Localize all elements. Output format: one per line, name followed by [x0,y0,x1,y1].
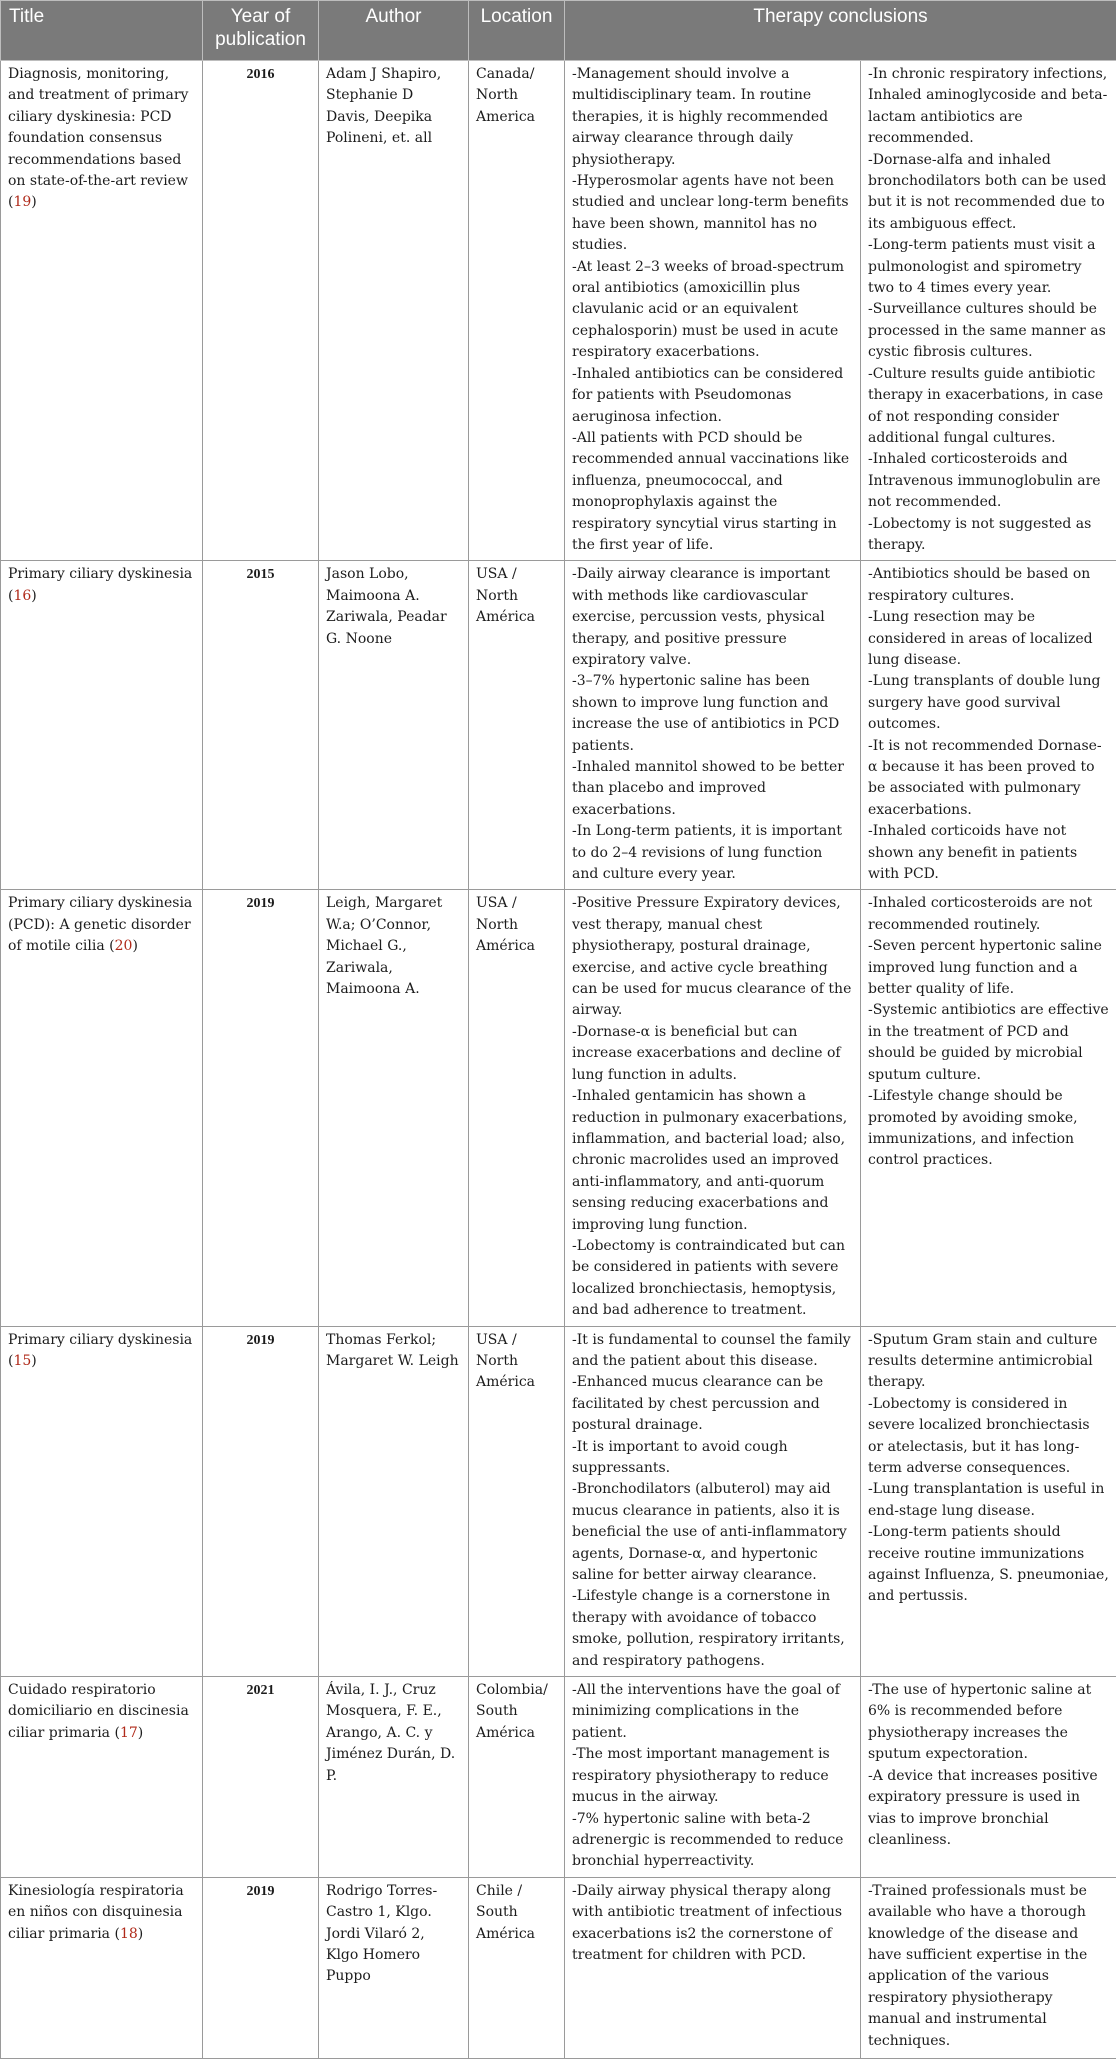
therapy-point: -Inhaled corticoids have not shown any benefit in patients with PCD. [868,821,1109,885]
cell-therapy-conclusions-right [861,61,1116,561]
header-title: Title [1,1,203,61]
cell-author: Ávila, I. J., Cruz Mosquera, F. E., Arango, A. C. y Jiménez Durán, D. P. [319,1677,469,1878]
therapy-point: -Dornase-α is beneficial but can increase exacerbations and decline of lung function in adults. [572,1022,853,1086]
cell-therapy-conclusions-right [861,561,1116,890]
cell-year: 2016 [203,61,319,561]
therapy-point: -Lung transplantation is useful in end-stage lung disease. [868,1479,1109,1522]
therapy-point: -Bronchodilators (albuterol) may aid mucus clearance in patients, also it is beneficial the use of anti-inflammatory agents, Dornase-α, and hypertonic saline for better airway clearance. [572,1479,853,1586]
table-row [1,1326,1116,1677]
therapy-point: -Lifestyle change is a cornerstone in therapy with avoidance of tobacco smoke, pollution, respiratory irritants, and respiratory pathogens. [572,1586,853,1672]
cell-year: 2015 [203,561,319,890]
cell-author: Rodrigo Torres-Castro 1, Klgo. Jordi Vilaró 2, Klgo Homero Puppo [319,1877,469,2058]
article-title: Kinesiología respiratoria en niños con disquinesia ciliar primaria [8,1883,184,1942]
cell-location: USA / North América [469,890,565,1326]
header-author: Author [319,1,469,61]
cell-title: Primary ciliary dyskinesia (PCD): A genetic disorder of motile cilia (20) [1,890,203,1326]
header-row [1,1,1116,61]
therapy-point: -All the interventions have the goal of minimizing complications in the patient. [572,1680,853,1744]
reference-link[interactable]: 19 [13,194,31,210]
cell-therapy-conclusions-left [565,561,861,890]
therapy-point: -It is important to avoid cough suppressants. [572,1437,853,1480]
therapy-point: -Positive Pressure Expiratory devices, vest therapy, manual chest physiotherapy, postural drainage, exercise, and active cycle breathing can be used for mucus clearance of the airway. [572,893,853,1021]
therapy-point: -It is fundamental to counsel the family and the patient about this disease. [572,1330,853,1373]
therapy-point: -Enhanced mucus clearance can be facilitated by chest percussion and postural drainage. [572,1372,853,1436]
cell-therapy-conclusions-left [565,1877,861,2058]
cell-title: Primary ciliary dyskinesia (16) [1,561,203,890]
therapy-point: -The most important management is respiratory physiotherapy to reduce mucus in the airway. [572,1744,853,1808]
therapy-point: -Inhaled corticosteroids and Intravenous immunoglobulin are not recommended. [868,449,1109,513]
cell-location: Chile / South América [469,1877,565,2058]
header-location: Location [469,1,565,61]
cell-location: Colombia/ South América [469,1677,565,1878]
table-row [1,61,1116,561]
cell-author: Leigh, Margaret W.a; O’Connor, Michael G., Zariwala, Maimoona A. [319,890,469,1326]
therapy-point: -It is not recommended Dornase-α because it has been proved to be associated with pulmonary exacerbations. [868,736,1109,822]
header-year: Year of publication [203,1,319,61]
reference-link[interactable]: 20 [115,938,133,954]
cell-year: 2019 [203,1326,319,1677]
article-title: Primary ciliary dyskinesia [8,1332,192,1348]
reference-link[interactable]: 16 [13,588,31,604]
cell-author: Thomas Ferkol; Margaret W. Leigh [319,1326,469,1677]
cell-year: 2019 [203,1877,319,2058]
cell-location: USA / North América [469,561,565,890]
therapy-point: -Long-term patients must visit a pulmonologist and spirometry two to 4 times every year. [868,235,1109,299]
cell-year: 2019 [203,890,319,1326]
therapy-point: -7% hypertonic saline with beta-2 adrenergic is recommended to reduce bronchial hyperreactivity. [572,1809,853,1873]
cell-therapy-conclusions-right [861,890,1116,1326]
therapy-point: -At least 2–3 weeks of broad-spectrum oral antibiotics (amoxicillin plus clavulanic acid or an equivalent cephalosporin) must be used in acute respiratory exacerbations. [572,257,853,364]
therapy-point: -3–7% hypertonic saline has been shown to improve lung function and increase the use of antibiotics in PCD patients. [572,671,853,757]
therapy-point: -Inhaled corticosteroids are not recommended routinely. [868,893,1109,936]
therapy-point: -Lobectomy is not suggested as therapy. [868,514,1109,557]
therapy-point: -All patients with PCD should be recommended annual vaccinations like influenza, pneumococcal, and monoprophylaxis against the respiratory syncytial virus starting in the first year of life. [572,428,853,556]
therapy-point: -Lobectomy is contraindicated but can be considered in patients with severe localized bronchiectasis, hemoptysis, and bad adherence to treatment. [572,1236,853,1322]
table-row [1,1677,1116,1878]
cell-therapy-conclusions-right [861,1877,1116,2058]
table-row [1,1877,1116,2058]
therapy-point: -The use of hypertonic saline at 6% is recommended before physiotherapy increases the sputum expectoration. [868,1680,1109,1766]
therapy-point: -Lung transplants of double lung surgery have good survival outcomes. [868,671,1109,735]
article-title: Cuidado respiratorio domiciliario en discinesia ciliar primaria [8,1682,189,1741]
therapy-point: -Long-term patients should receive routine immunizations against Influenza, S. pneumoniae, and pertussis. [868,1522,1109,1608]
therapy-point: -A device that increases positive expiratory pressure is used in vias to improve bronchial cleanliness. [868,1766,1109,1852]
therapy-point: -Inhaled gentamicin has shown a reduction in pulmonary exacerbations, inflammation, and bacterial load; also, chronic macrolides used an improved anti-inflammatory, and anti-quorum sensing reducing exacerbations and improving lung function. [572,1086,853,1236]
cell-author: Adam J Shapiro, Stephanie D Davis, Deepika Polineni, et. all [319,61,469,561]
article-title: Primary ciliary dyskinesia (PCD): A genetic disorder of motile cilia [8,895,192,954]
table-row [1,890,1116,1326]
therapy-point: -In Long-term patients, it is important to do 2–4 revisions of lung function and culture every year. [572,821,853,885]
cell-title: Diagnosis, monitoring, and treatment of primary ciliary dyskinesia: PCD foundation consensus recommendations based on state-of-the-art review (19) [1,61,203,561]
cell-location: USA / North América [469,1326,565,1677]
cell-year: 2021 [203,1677,319,1878]
therapy-point: -Inhaled mannitol showed to be better than placebo and improved exacerbations. [572,757,853,821]
therapy-point: -Systemic antibiotics are effective in the treatment of PCD and should be guided by microbial sputum culture. [868,1000,1109,1086]
therapy-point: -Hyperosmolar agents have not been studied and unclear long-term benefits have been shown, mannitol has no studies. [572,171,853,257]
cell-therapy-conclusions-left [565,61,861,561]
cell-title: Primary ciliary dyskinesia (15) [1,1326,203,1677]
therapy-point: -Inhaled antibiotics can be considered for patients with Pseudomonas aeruginosa infection. [572,364,853,428]
cell-author: Jason Lobo, Maimoona A. Zariwala, Peadar G. Noone [319,561,469,890]
therapy-point: -Lobectomy is considered in severe localized bronchiectasis or atelectasis, but it has long-term adverse consequences. [868,1394,1109,1480]
therapy-point: -Lifestyle change should be promoted by avoiding smoke, immunizations, and infection control practices. [868,1086,1109,1172]
cell-therapy-conclusions-right [861,1326,1116,1677]
therapy-point: -Surveillance cultures should be processed in the same manner as cystic fibrosis cultures. [868,299,1109,363]
cell-therapy-conclusions-left [565,1677,861,1878]
therapy-point: -In chronic respiratory infections, Inhaled aminoglycoside and beta-lactam antibiotics are recommended. [868,64,1109,150]
therapy-point: -Trained professionals must be available who have a thorough knowledge of the disease and have sufficient expertise in the application of the various respiratory physiotherapy manual and instrumental techniques. [868,1881,1109,2052]
table-row [1,561,1116,890]
therapy-point: -Sputum Gram stain and culture results determine antimicrobial therapy. [868,1330,1109,1394]
reference-link[interactable]: 15 [13,1353,31,1369]
cell-therapy-conclusions-left [565,1326,861,1677]
therapy-point: -Management should involve a multidisciplinary team. In routine therapies, it is highly recommended airway clearance through daily physiotherapy. [572,64,853,171]
cell-title: Kinesiología respiratoria en niños con disquinesia ciliar primaria (18) [1,1877,203,2058]
article-title: Primary ciliary dyskinesia [8,566,192,582]
therapy-point: -Daily airway clearance is important with methods like cardiovascular exercise, percussion vests, physical therapy, and positive pressure expiratory valve. [572,564,853,671]
therapy-point: -Lung resection may be considered in areas of localized lung disease. [868,607,1109,671]
cell-therapy-conclusions-right [861,1677,1116,1878]
therapy-point: -Daily airway physical therapy along with antibiotic treatment of infectious exacerbations is2 the cornerstone of treatment for children with PCD. [572,1881,853,1967]
reference-link[interactable]: 17 [120,1725,138,1741]
cell-location: Canada/ North America [469,61,565,561]
article-title: Diagnosis, monitoring, and treatment of primary ciliary dyskinesia: PCD foundation consensus recommendations based on state-of-the-art review [8,66,188,189]
header-therapy-conclusions: Therapy conclusions [565,1,1116,61]
cell-therapy-conclusions-left [565,890,861,1326]
therapy-point: -Culture results guide antibiotic therapy in exacerbations, in case of not responding consider additional fungal cultures. [868,364,1109,450]
therapy-point: -Dornase-alfa and inhaled bronchodilators both can be used but it is not recommended due to its ambiguous effect. [868,150,1109,236]
reference-link[interactable]: 18 [120,1926,138,1942]
table-body [1,61,1116,2059]
therapy-point: -Seven percent hypertonic saline improved lung function and a better quality of life. [868,936,1109,1000]
therapy-point: -Antibiotics should be based on respiratory cultures. [868,564,1109,607]
cell-title: Cuidado respiratorio domiciliario en discinesia ciliar primaria (17) [1,1677,203,1878]
